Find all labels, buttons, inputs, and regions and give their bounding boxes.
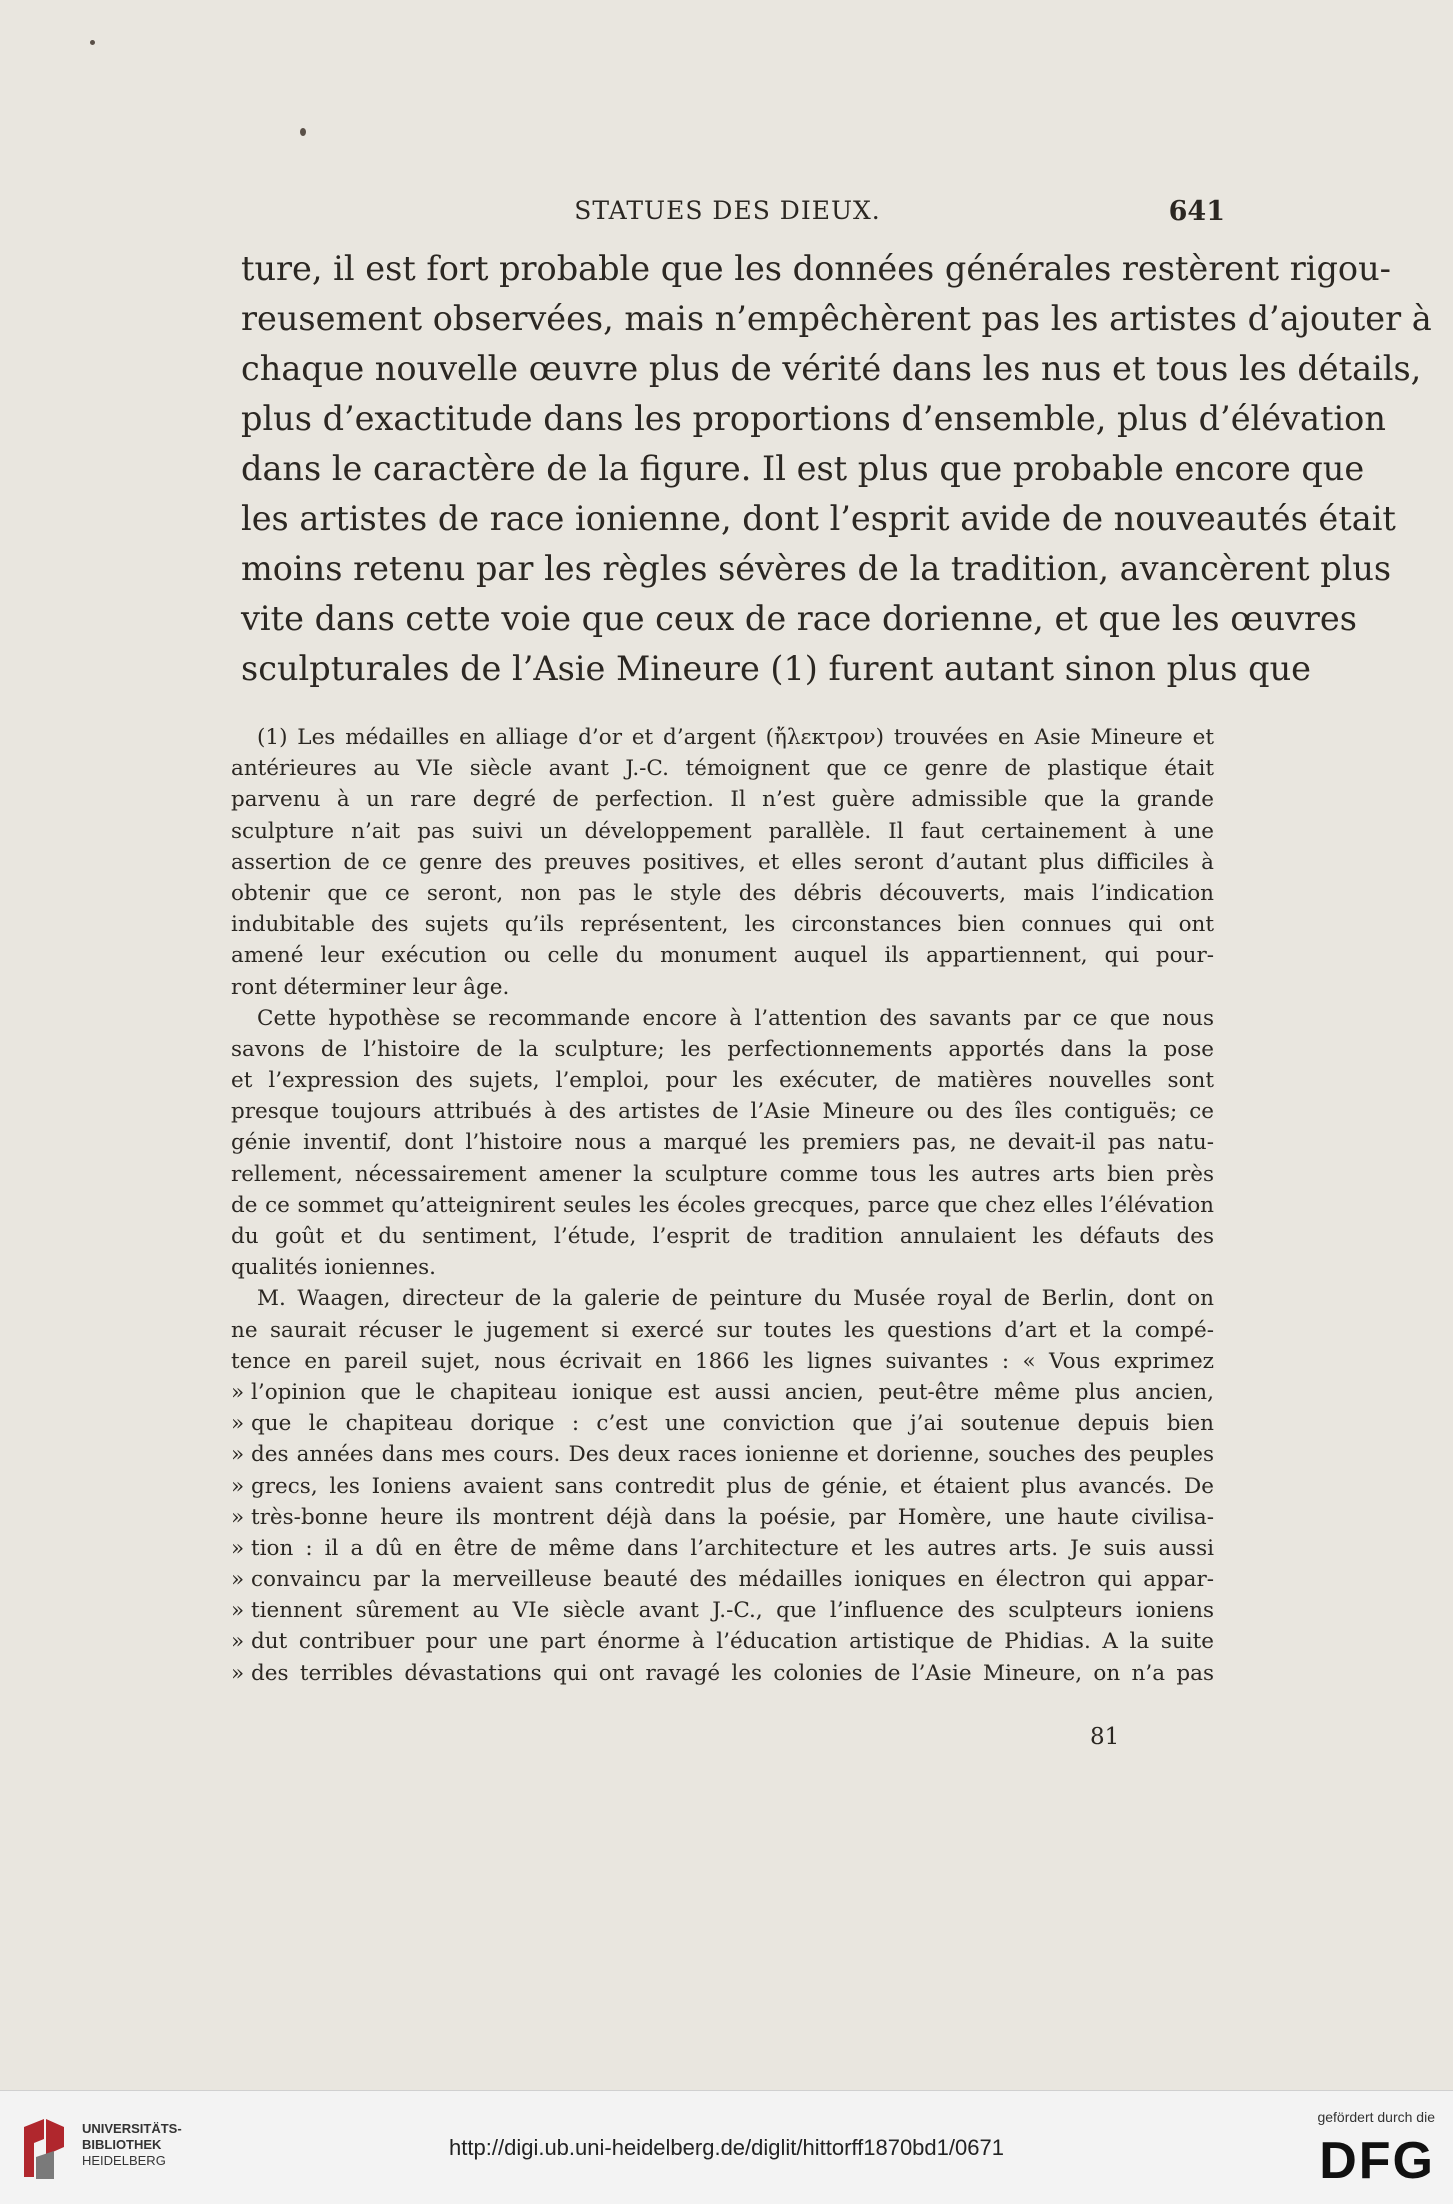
- quote-text: dut contribuer pour une part énorme à l’éducation artistique de Phidias. A la suite: [251, 1629, 1214, 1655]
- quote-text: tiennent sûrement au VIe siècle avant J.-C., que l’influence des sculpteurs ioniens: [251, 1598, 1214, 1624]
- quote-text: convaincu par la merveilleuse beauté des médailles ioniques en électron qui appar-: [251, 1567, 1214, 1593]
- footnote-line: du goût et du sentiment, l’étude, l’esprit de tradition annulaient les défauts des: [231, 1224, 1214, 1249]
- quote-line: [231, 1595, 1214, 1626]
- scan-speck: [90, 40, 95, 45]
- running-head: STATUES DES DIEUX.: [574, 196, 881, 225]
- footnote-line: antérieures au VIe siècle avant J.-C. témoignent que ce genre de plastique était: [231, 756, 1214, 782]
- footnote-line: ne saurait récuser le jugement si exercé sur toutes les questions d’art et la compé-: [231, 1317, 1214, 1343]
- footnote: [231, 722, 1214, 1689]
- main-text: [241, 244, 1432, 694]
- scan-speck: [300, 128, 306, 136]
- quote-mark: »: [231, 1379, 245, 1405]
- footnote-line: amené leur exécution ou celle du monument auquel ils appartiennent, qui pour-: [231, 943, 1214, 969]
- quote-mark: »: [231, 1504, 245, 1530]
- quote-text: très-bonne heure ils montrent déjà dans la poésie, par Homère, une haute civilisa-: [251, 1504, 1214, 1530]
- footnote-line: sculpture n’ait pas suivi un développement parallèle. Il faut certainement à une: [231, 818, 1214, 844]
- quote-line: [231, 1533, 1214, 1564]
- quote-line: [231, 1564, 1214, 1595]
- quote-text: des années dans mes cours. Des deux races ionienne et dorienne, souches des peuples: [251, 1442, 1214, 1468]
- text-line: vite dans cette voie que ceux de race dorienne, et que les œuvres: [241, 599, 1357, 638]
- footnote-line: rellement, nécessairement amener la sculpture comme tous les autres arts bien près: [231, 1161, 1214, 1187]
- quote-mark: »: [231, 1473, 245, 1499]
- dfg-logo: DFG: [1319, 2132, 1435, 2190]
- library-name-line: HEIDELBERG: [82, 2153, 166, 2168]
- text-line: sculpturales de l’Asie Mineure (1) furent autant sinon plus que: [241, 649, 1311, 688]
- text-line: reusement observées, mais n’empêchèrent pas les artistes d’ajouter à: [241, 299, 1432, 338]
- quote-mark: »: [231, 1411, 245, 1437]
- footnote-line: et l’expression des sujets, l’emploi, pour les exécuter, de matières nouvelles sont: [231, 1068, 1214, 1094]
- quote-text: tion : il a dû en être de même dans l’architecture et les autres arts. Je suis aussi: [251, 1535, 1214, 1561]
- quote-line: [231, 1408, 1214, 1439]
- quote-mark: »: [231, 1598, 245, 1624]
- quote-text: grecs, les Ioniens avaient sans contredit plus de génie, et étaient plus avancés. De: [251, 1473, 1214, 1499]
- footnote-line: savons de l’histoire de la sculpture; les perfectionnements apportés dans la pose: [231, 1036, 1214, 1062]
- quote-line: [231, 1471, 1214, 1502]
- quote-mark: »: [231, 1535, 245, 1561]
- library-name-line: UNIVERSITÄTS-: [82, 2121, 182, 2136]
- text-line: moins retenu par les règles sévères de la tradition, avancèrent plus: [241, 549, 1392, 588]
- quote-line: [231, 1502, 1214, 1533]
- footnote-line: ront déterminer leur âge.: [231, 974, 510, 1000]
- footnote-line: qualités ioniennes.: [231, 1255, 436, 1281]
- quote-line: [231, 1626, 1214, 1657]
- quote-text: des terribles dévastations qui ont ravagé les colonies de l’Asie Mineure, on n’a pas: [251, 1660, 1214, 1686]
- quote-line: [231, 1377, 1214, 1408]
- permalink-url[interactable]: http://digi.ub.uni-heidelberg.de/diglit/hittorff1870bd1/0671: [449, 2135, 1004, 2160]
- text-line: chaque nouvelle œuvre plus de vérité dans les nus et tous les détails,: [241, 349, 1422, 388]
- quote-mark: »: [231, 1442, 245, 1468]
- printer-signature: 81: [1090, 1724, 1120, 1750]
- quote-line: [231, 1658, 1214, 1689]
- quote-line: [231, 1439, 1214, 1470]
- text-line: ture, il est fort probable que les données générales restèrent rigou-: [241, 249, 1391, 288]
- page-header: [230, 196, 1225, 232]
- quote-text: que le chapiteau dorique : c’est une conviction que j’ai soutenue depuis bien: [251, 1411, 1214, 1437]
- text-line: dans le caractère de la figure. Il est plus que probable encore que: [241, 449, 1365, 488]
- text-line: les artistes de race ionienne, dont l’esprit avide de nouveautés était: [241, 499, 1396, 538]
- footnote-line: de ce sommet qu’atteignirent seules les écoles grecques, parce que chez elles l’élévation: [231, 1192, 1214, 1218]
- library-name-line: BIBLIOTHEK: [82, 2137, 162, 2152]
- footnote-line: obtenir que ce seront, non pas le style des débris découverts, mais l’indication: [231, 880, 1214, 906]
- footnote-line: indubitable des sujets qu’ils représentent, les circonstances bien connues qui ont: [231, 912, 1214, 938]
- footnote-line: (1) Les médailles en alliage d’or et d’argent (ἤλεκτρον) trouvées en Asie Mineure et: [257, 725, 1214, 750]
- page-number: 641: [1168, 196, 1225, 227]
- footnote-line: parvenu à un rare degré de perfection. Il n’est guère admissible que la grande: [231, 787, 1214, 813]
- viewer-footer: [0, 2090, 1453, 2204]
- quote-mark: »: [231, 1567, 245, 1593]
- quote-mark: »: [231, 1660, 245, 1686]
- footnote-line: tence en pareil sujet, nous écrivait en 1866 les lignes suivantes : « Vous exprimez: [231, 1348, 1214, 1374]
- footnote-line: M. Waagen, directeur de la galerie de peinture du Musée royal de Berlin, dont on: [257, 1286, 1214, 1312]
- footnote-line: Cette hypothèse se recommande encore à l’attention des savants par ce que nous: [257, 1005, 1214, 1031]
- footnote-line: assertion de ce genre des preuves positives, et elles seront d’autant plus difficiles à: [231, 849, 1214, 875]
- quote-mark: »: [231, 1629, 245, 1655]
- funding-note: gefördert durch die: [1317, 2109, 1435, 2125]
- quote-text: l’opinion que le chapiteau ionique est aussi ancien, peut-être même plus ancien,: [251, 1379, 1214, 1405]
- footnote-line: génie inventif, dont l’histoire nous a marqué les premiers pas, ne devait-il pas natu-: [231, 1130, 1214, 1156]
- text-line: plus d’exactitude dans les proportions d’ensemble, plus d’élévation: [241, 399, 1386, 438]
- footnote-line: presque toujours attribués à des artistes de l’Asie Mineure ou des îles contiguës; ce: [231, 1099, 1214, 1125]
